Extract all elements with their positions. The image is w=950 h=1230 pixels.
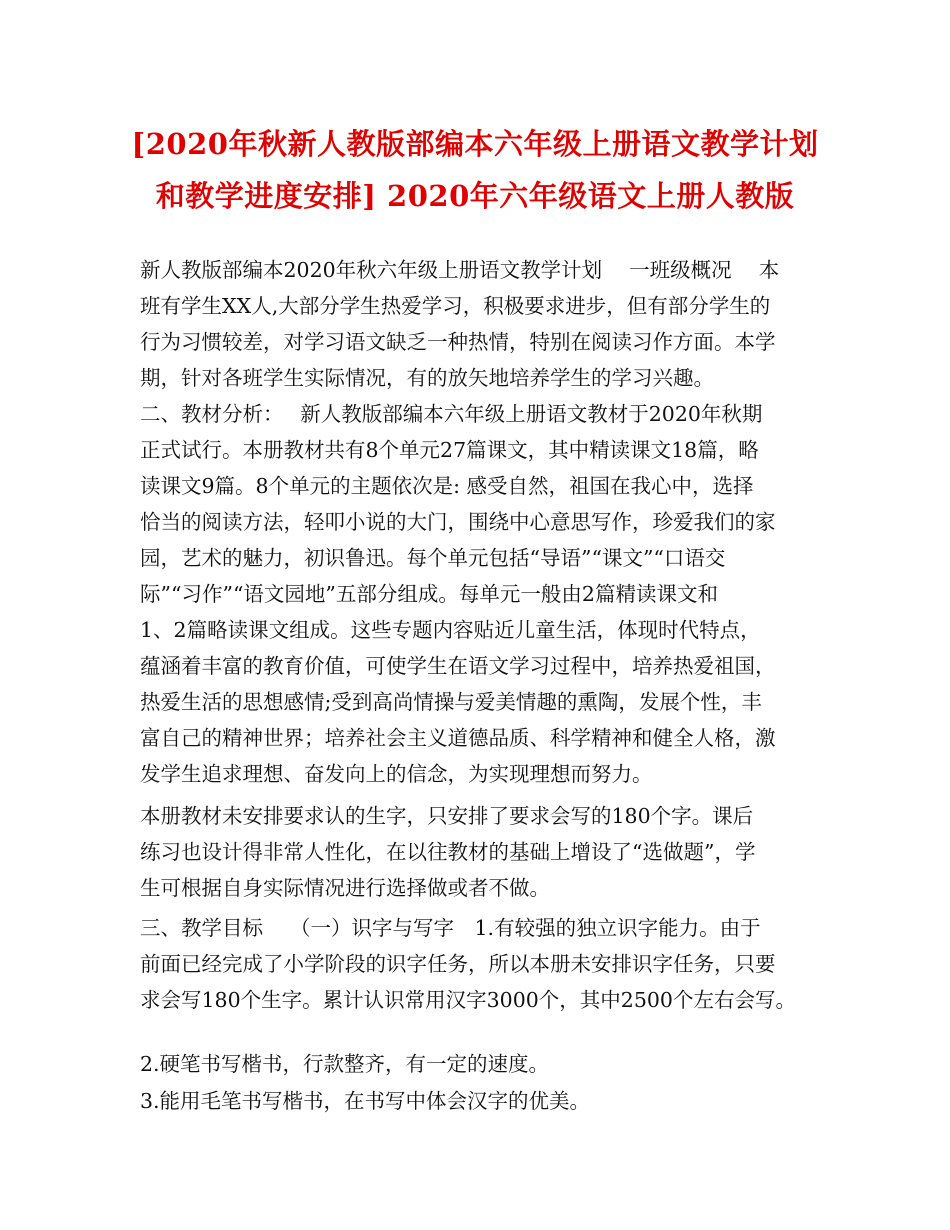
document-title — [120, 118, 830, 222]
body-line: 练习也设计得非常人性化，在以往教材的基础上增设了“选做题”，学 — [140, 840, 756, 864]
body-line: 园，艺术的魅力，初识鲁迅。每个单元包括“导语”“课文”“口语交 — [140, 546, 726, 570]
body-line: 行为习惯较差，对学习语文缺乏一种热情，特别在阅读习作方面。本学 — [140, 330, 776, 354]
body-line: 读课文9篇。8个单元的主题依次是: 感受自然，祖国在我心中，选择 — [140, 474, 754, 498]
body-line: 1、2篇略读课文组成。这些专题内容贴近儿童生活，体现时代特点， — [140, 618, 761, 642]
body-line: 前面已经完成了小学阶段的识字任务，所以本册未安排识字任务，只要 — [140, 952, 776, 976]
body-line: 发学生追求理想、奋发向上的信念，为实现理想而努力。 — [140, 762, 653, 786]
body-line: 恰当的阅读方法，轻叩小说的大门，围绕中心意思写作，珍爱我们的家 — [140, 510, 776, 534]
title-line-2: 和教学进度安排] 2020年六年级语文上册人教版 — [155, 179, 795, 213]
body-line: 热爱生活的思想感情;受到高尚情操与爱美情趣的熏陶，发展个性，丰 — [140, 690, 762, 714]
body-line: 生可根据自身实际情况进行选择做或者不做。 — [140, 876, 550, 900]
body-line: 期，针对各班学生实际情况，有的放矢地培养学生的学习兴趣。 — [140, 366, 714, 390]
body-line: 蕴涵着丰富的教育价值，可使学生在语文学习过程中，培养热爱祖国， — [140, 654, 776, 678]
title-line-1: [2020年秋新人教版部编本六年级上册语文教学计划 — [131, 127, 819, 161]
body-line: 富自己的精神世界；培养社会主义道德品质、科学精神和健全人格，激 — [140, 726, 776, 750]
body-line: 求会写180个生字。累计认识常用汉字3000个，其中2500个左右会写。 — [140, 988, 796, 1012]
body-line: 班有学生XX人,大部分学生热爱学习，积极要求进步，但有部分学生的 — [140, 294, 771, 318]
body-line: 3.能用毛笔书写楷书，在书写中体会汉字的优美。 — [140, 1089, 591, 1113]
body-line: 正式试行。本册教材共有8个单元27篇课文，其中精读课文18篇，略 — [140, 438, 759, 462]
body-line: 本册教材未安排要求认的生字，只安排了要求会写的180个字。课后 — [140, 804, 754, 828]
body-line: 二、教材分析： 新人教版部编本六年级上册语文教材于2020年秋期 — [140, 402, 763, 426]
body-line: 2.硬笔书写楷书，行款整齐，有一定的速度。 — [140, 1052, 550, 1076]
body-line: 际”“习作”“语文园地”五部分组成。每单元一般由2篇精读课文和 — [140, 582, 718, 606]
body-line: 三、教学目标 （一）识字与写字 1.有较强的独立识字能力。由于 — [140, 916, 761, 940]
body-line: 新人教版部编本2020年秋六年级上册语文教学计划 一班级概况 本 — [140, 258, 780, 282]
